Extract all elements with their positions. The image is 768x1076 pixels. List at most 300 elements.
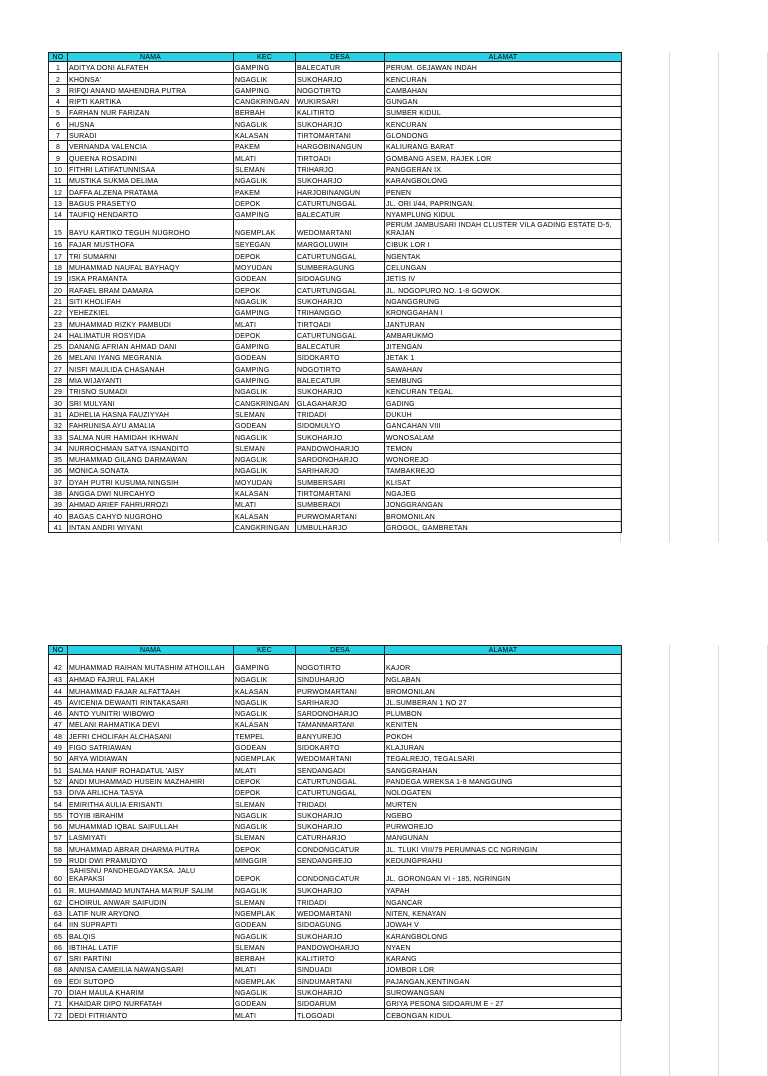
- cell-alamat: BROMONILAN: [385, 510, 622, 521]
- cell-desa: NOGOTIRTO: [296, 655, 385, 674]
- cell-alamat: GANCAHAN VIII: [385, 419, 622, 430]
- cell-kec: NGEMPLAK: [234, 907, 296, 918]
- cell-desa: TRIDADI: [296, 408, 385, 419]
- cell-kec: KALASAN: [234, 487, 296, 498]
- cell-nama: TOYIB IBRAHIM: [68, 809, 234, 820]
- table-row: [49, 453, 622, 464]
- cell-kec: GAMPING: [234, 208, 296, 219]
- cell-desa: PANDOWOHARJO: [296, 941, 385, 952]
- cell-no: 29: [49, 386, 68, 397]
- cell-desa: CATURTUNGGAL: [296, 329, 385, 340]
- table-row: [49, 832, 622, 843]
- cell-desa: CATURTUNGGAL: [296, 786, 385, 797]
- cell-no: 13: [49, 197, 68, 208]
- cell-no: 9: [49, 152, 68, 163]
- cell-no: 51: [49, 764, 68, 775]
- cell-desa: CATURTUNGGAL: [296, 250, 385, 261]
- header-row: [49, 646, 622, 655]
- cell-alamat: PAJANGAN,KENTINGAN: [385, 975, 622, 986]
- cell-kec: NGAGLIK: [234, 465, 296, 476]
- cell-no: 56: [49, 820, 68, 831]
- cell-kec: GODEAN: [234, 998, 296, 1009]
- cell-kec: MLATI: [234, 498, 296, 509]
- cell-nama: MUSTIKA SUKMA DELIMA: [68, 174, 234, 185]
- cell-desa: SUMBERAGUNG: [296, 261, 385, 272]
- cell-desa: CONDONGCATUR: [296, 843, 385, 854]
- table-row: [49, 730, 622, 741]
- cell-no: 12: [49, 186, 68, 197]
- header-alamat: ALAMAT: [385, 53, 622, 62]
- cell-nama: EMIRITHA AULIA ERISANTI: [68, 798, 234, 809]
- cell-no: 68: [49, 964, 68, 975]
- cell-nama: FIGO SATRIAWAN: [68, 741, 234, 752]
- cell-nama: BAYU KARTIKO TEGUH NUGROHO: [68, 220, 234, 239]
- cell-no: 31: [49, 408, 68, 419]
- cell-nama: AHMAD FAJRUL FALAKH: [68, 674, 234, 685]
- cell-kec: NGAGLIK: [234, 453, 296, 464]
- cell-alamat: KLISAT: [385, 476, 622, 487]
- table-row: [49, 854, 622, 865]
- cell-desa: KALITIRTO: [296, 107, 385, 118]
- cell-kec: NGAGLIK: [234, 707, 296, 718]
- cell-desa: SUMBERADI: [296, 498, 385, 509]
- cell-no: 59: [49, 854, 68, 865]
- cell-alamat: SUROWANGSAN: [385, 986, 622, 997]
- table-row: [49, 941, 622, 952]
- cell-no: 20: [49, 284, 68, 295]
- cell-kec: NGEMPLAK: [234, 975, 296, 986]
- cell-alamat: CIBUK LOR I: [385, 239, 622, 250]
- table-row: [49, 964, 622, 975]
- table-row: [49, 220, 622, 239]
- table-row: [49, 374, 622, 385]
- cell-no: 28: [49, 374, 68, 385]
- table-row: [49, 386, 622, 397]
- cell-alamat: PERUM JAMBUSARI INDAH CLUSTER VILA GADING ESTATE D-5, KRAJAN: [385, 220, 622, 239]
- cell-alamat: JITENGAN: [385, 340, 622, 351]
- cell-no: 47: [49, 719, 68, 730]
- cell-nama: FARHAN NUR FARIZAN: [68, 107, 234, 118]
- table-row: [49, 340, 622, 351]
- cell-kec: NGAGLIK: [234, 696, 296, 707]
- header-kec: KEC: [234, 53, 296, 62]
- table-row: [49, 141, 622, 152]
- cell-desa: TRIHANGGO: [296, 306, 385, 317]
- cell-nama: HUSNA: [68, 118, 234, 129]
- table-row: [49, 930, 622, 941]
- cell-desa: PURWOMARTANI: [296, 510, 385, 521]
- cell-alamat: PANDEGA WREKSA 1-8 MANGGUNG: [385, 775, 622, 786]
- cell-kec: PAKEM: [234, 141, 296, 152]
- cell-nama: KHAIDAR DIPO NURFATAH: [68, 998, 234, 1009]
- cell-desa: TAMANMARTANI: [296, 719, 385, 730]
- cell-kec: GAMPING: [234, 374, 296, 385]
- table-row: [49, 186, 622, 197]
- cell-nama: KHONSA': [68, 73, 234, 84]
- cell-alamat: NGLABAN: [385, 674, 622, 685]
- cell-no: 42: [49, 655, 68, 674]
- cell-no: 62: [49, 896, 68, 907]
- cell-kec: NGEMPLAK: [234, 753, 296, 764]
- table-row: [49, 487, 622, 498]
- cell-nama: AVICENIA DEWANTI RINTAKASARI: [68, 696, 234, 707]
- cell-desa: SUKOHARJO: [296, 986, 385, 997]
- cell-kec: DEPOK: [234, 866, 296, 885]
- cell-kec: NGAGLIK: [234, 930, 296, 941]
- cell-desa: PANDOWOHARJO: [296, 442, 385, 453]
- cell-desa: TRIHARJO: [296, 163, 385, 174]
- table-row: [49, 798, 622, 809]
- table-row: [49, 431, 622, 442]
- table-row: [49, 363, 622, 374]
- cell-kec: MLATI: [234, 764, 296, 775]
- cell-alamat: GADING: [385, 397, 622, 408]
- table-row: [49, 163, 622, 174]
- cell-desa: SIDOAGUNG: [296, 918, 385, 929]
- cell-desa: BALECATUR: [296, 340, 385, 351]
- cell-desa: HARGOBINANGUN: [296, 141, 385, 152]
- cell-no: 66: [49, 941, 68, 952]
- cell-alamat: KAJOR: [385, 655, 622, 674]
- cell-desa: BALECATUR: [296, 62, 385, 73]
- table-row: [49, 907, 622, 918]
- cell-no: 14: [49, 208, 68, 219]
- cell-no: 72: [49, 1009, 68, 1020]
- cell-nama: MELANI IYANG MEGRANIA: [68, 352, 234, 363]
- cell-alamat: TEMON: [385, 442, 622, 453]
- cell-kec: NGAGLIK: [234, 295, 296, 306]
- cell-alamat: PURWOREJO: [385, 820, 622, 831]
- table-row: [49, 885, 622, 896]
- cell-no: 38: [49, 487, 68, 498]
- cell-nama: MUHAMMAD NAUFAL BAYHAQY: [68, 261, 234, 272]
- cell-desa: MARGOLUWIH: [296, 239, 385, 250]
- cell-desa: CATURHARJO: [296, 832, 385, 843]
- cell-alamat: KEDUNGPRAHU: [385, 854, 622, 865]
- table-row: [49, 786, 622, 797]
- cell-alamat: KRONGGAHAN I: [385, 306, 622, 317]
- cell-alamat: NGAJEG: [385, 487, 622, 498]
- cell-kec: CANGKRINGAN: [234, 521, 296, 532]
- cell-nama: SRI MULYANI: [68, 397, 234, 408]
- table-row: [49, 498, 622, 509]
- cell-kec: DEPOK: [234, 250, 296, 261]
- cell-alamat: JANTURAN: [385, 318, 622, 329]
- header-nama: NAMA: [68, 53, 234, 62]
- table-row: [49, 975, 622, 986]
- cell-no: 61: [49, 885, 68, 896]
- table-row: [49, 476, 622, 487]
- cell-alamat: AMBARUKMO: [385, 329, 622, 340]
- cell-no: 52: [49, 775, 68, 786]
- table-row: [49, 118, 622, 129]
- cell-kec: TEMPEL: [234, 730, 296, 741]
- cell-nama: DAFFA ALZENA PRATAMA: [68, 186, 234, 197]
- header-alamat: ALAMAT: [385, 646, 622, 655]
- cell-no: 33: [49, 431, 68, 442]
- cell-nama: RIPTI KARTIKA: [68, 95, 234, 106]
- cell-no: 57: [49, 832, 68, 843]
- cell-desa: TIRTOMARTANI: [296, 129, 385, 140]
- cell-alamat: JETAK 1: [385, 352, 622, 363]
- cell-desa: SIDOMULYO: [296, 419, 385, 430]
- cell-nama: DANANG AFRIAN AHMAD DANI: [68, 340, 234, 351]
- table-row: [49, 775, 622, 786]
- header-kec: KEC: [234, 646, 296, 655]
- cell-nama: RAFAEL BRAM DAMARA: [68, 284, 234, 295]
- cell-nama: QUEENA ROSADINI: [68, 152, 234, 163]
- table-row: [49, 521, 622, 532]
- cell-desa: BALECATUR: [296, 374, 385, 385]
- header-nama: NAMA: [68, 646, 234, 655]
- table-row: [49, 986, 622, 997]
- cell-alamat: BROMONILAN: [385, 685, 622, 696]
- table-row: [49, 352, 622, 363]
- cell-nama: ISKA PRAMANTA: [68, 273, 234, 284]
- cell-nama: INTAN ANDRI WIYANI: [68, 521, 234, 532]
- cell-nama: MELANI RAHMATIKA DEVI: [68, 719, 234, 730]
- cell-alamat: SAWAHAN: [385, 363, 622, 374]
- cell-kec: GAMPING: [234, 363, 296, 374]
- cell-nama: FAHRUNISA AYU AMALIA: [68, 419, 234, 430]
- cell-nama: NURROCHMAN SATYA ISNANDITO: [68, 442, 234, 453]
- cell-desa: SENDANGADI: [296, 764, 385, 775]
- cell-desa: SIDOKARTO: [296, 741, 385, 752]
- cell-no: 16: [49, 239, 68, 250]
- cell-no: 50: [49, 753, 68, 764]
- cell-kec: DEPOK: [234, 843, 296, 854]
- cell-no: 1: [49, 62, 68, 73]
- cell-nama: ANNISA CAMEILIA NAWANGSARI: [68, 964, 234, 975]
- cell-alamat: GRIYA PESONA SIDOARUM E - 27: [385, 998, 622, 1009]
- cell-no: 4: [49, 95, 68, 106]
- cell-desa: NOGOTIRTO: [296, 363, 385, 374]
- cell-no: 53: [49, 786, 68, 797]
- cell-alamat: NITEN, KENAYAN: [385, 907, 622, 918]
- cell-no: 15: [49, 220, 68, 239]
- cell-no: 67: [49, 952, 68, 963]
- table-row: [49, 295, 622, 306]
- cell-nama: SALMA HANIF ROHADATUL 'AISY: [68, 764, 234, 775]
- cell-desa: CATURTUNGGAL: [296, 284, 385, 295]
- table-row: [49, 284, 622, 295]
- cell-nama: YEHEZKIEL: [68, 306, 234, 317]
- table-row: [49, 306, 622, 317]
- cell-kec: MLATI: [234, 152, 296, 163]
- header-no: NO: [49, 646, 68, 655]
- cell-nama: MUHAMMAD RAIHAN MUTASHIM ATHOILLAH: [68, 655, 234, 674]
- cell-kec: NGAGLIK: [234, 820, 296, 831]
- cell-nama: MUHAMMAD RIZKY PAMBUDI: [68, 318, 234, 329]
- cell-nama: ADITYA DONI ALFATEH: [68, 62, 234, 73]
- cell-no: 3: [49, 84, 68, 95]
- table-row: [49, 250, 622, 261]
- cell-no: 37: [49, 476, 68, 487]
- cell-kec: NGAGLIK: [234, 174, 296, 185]
- cell-nama: TRI SUMARNI: [68, 250, 234, 261]
- cell-nama: CHOIRUL ANWAR SAIFUDIN: [68, 896, 234, 907]
- cell-alamat: MANGUNAN: [385, 832, 622, 843]
- table-row: [49, 753, 622, 764]
- table-row: [49, 84, 622, 95]
- table-row: [49, 174, 622, 185]
- table-row: [49, 329, 622, 340]
- cell-kec: NGAGLIK: [234, 118, 296, 129]
- table-row: [49, 129, 622, 140]
- cell-alamat: SUMBER KIDUL: [385, 107, 622, 118]
- cell-no: 36: [49, 465, 68, 476]
- cell-alamat: NYAMPLUNG KIDUL: [385, 208, 622, 219]
- cell-no: 32: [49, 419, 68, 430]
- cell-no: 69: [49, 975, 68, 986]
- cell-no: 41: [49, 521, 68, 532]
- cell-alamat: KENITEN: [385, 719, 622, 730]
- cell-desa: WUKIRSARI: [296, 95, 385, 106]
- cell-no: 24: [49, 329, 68, 340]
- header-row: [49, 53, 622, 62]
- cell-kec: SLEMAN: [234, 798, 296, 809]
- cell-alamat: JETIS IV: [385, 273, 622, 284]
- cell-kec: GAMPING: [234, 84, 296, 95]
- table-row: [49, 73, 622, 84]
- cell-nama: DYAH PUTRI KUSUMA NINGSIH: [68, 476, 234, 487]
- cell-nama: JEFRI CHOLIFAH ALCHASANI: [68, 730, 234, 741]
- cell-desa: SARIHARJO: [296, 465, 385, 476]
- cell-kec: KALASAN: [234, 510, 296, 521]
- cell-no: 64: [49, 918, 68, 929]
- cell-no: 23: [49, 318, 68, 329]
- cell-nama: ANGGA DWI NURCAHYO: [68, 487, 234, 498]
- table-row: [49, 674, 622, 685]
- header-no: NO: [49, 53, 68, 62]
- cell-alamat: GROGOL, GAMBRETAN: [385, 521, 622, 532]
- cell-alamat: NGANCAR: [385, 896, 622, 907]
- cell-nama: EDI SUTOPO: [68, 975, 234, 986]
- cell-kec: SLEMAN: [234, 896, 296, 907]
- cell-alamat: TAMBAKREJO: [385, 465, 622, 476]
- cell-alamat: KENCURAN: [385, 118, 622, 129]
- table-row: [49, 655, 622, 674]
- table-row: [49, 918, 622, 929]
- cell-kec: NGAGLIK: [234, 986, 296, 997]
- cell-desa: TRIDADI: [296, 896, 385, 907]
- cell-alamat: PERUM. GEJAWAN INDAH: [385, 62, 622, 73]
- cell-nama: TAUFIQ HENDARTO: [68, 208, 234, 219]
- cell-alamat: KARANG: [385, 952, 622, 963]
- cell-nama: MUHAMMAD ABRAR DHARMA PUTRA: [68, 843, 234, 854]
- table-row: [49, 696, 622, 707]
- table-row: [49, 896, 622, 907]
- cell-alamat: SEMBUNG: [385, 374, 622, 385]
- header-desa: DESA: [296, 53, 385, 62]
- table-row: [49, 261, 622, 272]
- cell-kec: DEPOK: [234, 197, 296, 208]
- table-row: [49, 952, 622, 963]
- cell-alamat: KENCURAN TEGAL: [385, 386, 622, 397]
- cell-alamat: POKOH: [385, 730, 622, 741]
- table-row: [49, 419, 622, 430]
- cell-kec: CANGKRINGAN: [234, 397, 296, 408]
- cell-alamat: PANGGERAN IX: [385, 163, 622, 174]
- cell-nama: IBTIHAL LATIF: [68, 941, 234, 952]
- cell-kec: NGAGLIK: [234, 885, 296, 896]
- cell-alamat: PENEN: [385, 186, 622, 197]
- cell-kec: GODEAN: [234, 918, 296, 929]
- table-row: [49, 273, 622, 284]
- cell-desa: SUKOHARJO: [296, 820, 385, 831]
- cell-no: 26: [49, 352, 68, 363]
- cell-kec: NGAGLIK: [234, 431, 296, 442]
- cell-kec: CANGKRINGAN: [234, 95, 296, 106]
- cell-nama: ANDI MUHAMMAD HUSEIN MAZHAHIRI: [68, 775, 234, 786]
- table-row: [49, 152, 622, 163]
- cell-no: 6: [49, 118, 68, 129]
- cell-no: 46: [49, 707, 68, 718]
- table-row: [49, 62, 622, 73]
- cell-desa: CONDONGCATUR: [296, 866, 385, 885]
- table-row: [49, 764, 622, 775]
- cell-alamat: KALIURANG BARAT: [385, 141, 622, 152]
- cell-nama: BAGAS CAHYO NUGROHO: [68, 510, 234, 521]
- cell-nama: MUHAMMAD GILANG DARMAWAN: [68, 453, 234, 464]
- cell-no: 18: [49, 261, 68, 272]
- cell-desa: UMBULHARJO: [296, 521, 385, 532]
- cell-no: 8: [49, 141, 68, 152]
- cell-desa: SUKOHARJO: [296, 885, 385, 896]
- cell-kec: SLEMAN: [234, 941, 296, 952]
- cell-alamat: NGANGGRUNG: [385, 295, 622, 306]
- cell-alamat: PLUMBON: [385, 707, 622, 718]
- table-row: [49, 197, 622, 208]
- cell-kec: KALASAN: [234, 129, 296, 140]
- cell-no: 44: [49, 685, 68, 696]
- cell-kec: PAKEM: [234, 186, 296, 197]
- cell-kec: DEPOK: [234, 775, 296, 786]
- cell-kec: DEPOK: [234, 329, 296, 340]
- cell-nama: TRISNO SUMADI: [68, 386, 234, 397]
- cell-nama: LASMIYATI: [68, 832, 234, 843]
- cell-nama: RIFQI ANAND MAHENDRA PUTRA: [68, 84, 234, 95]
- cell-kec: GODEAN: [234, 741, 296, 752]
- cell-alamat: GOMBANG ASEM, RAJEK LOR: [385, 152, 622, 163]
- cell-alamat: CEBONGAN KIDUL: [385, 1009, 622, 1020]
- cell-desa: TRIDADI: [296, 798, 385, 809]
- cell-alamat: JONGGRANGAN: [385, 498, 622, 509]
- cell-kec: DEPOK: [234, 284, 296, 295]
- table-row: [49, 239, 622, 250]
- cell-kec: BERBAH: [234, 952, 296, 963]
- cell-no: 19: [49, 273, 68, 284]
- cell-kec: MLATI: [234, 318, 296, 329]
- cell-desa: SINDUADI: [296, 964, 385, 975]
- cell-desa: SUKOHARJO: [296, 118, 385, 129]
- cell-alamat: KARANGBOLONG: [385, 930, 622, 941]
- cell-desa: SIDOARUM: [296, 998, 385, 1009]
- cell-desa: SINDUMARTANI: [296, 975, 385, 986]
- cell-desa: SUMBERSARI: [296, 476, 385, 487]
- cell-nama: ARYA WIDIAWAN: [68, 753, 234, 764]
- cell-nama: DEDI FITRIANTO: [68, 1009, 234, 1020]
- cell-alamat: KLAJURAN: [385, 741, 622, 752]
- cell-desa: TIRTOADI: [296, 318, 385, 329]
- cell-no: 43: [49, 674, 68, 685]
- cell-alamat: JL.SUMBERAN 1 NO 27: [385, 696, 622, 707]
- cell-alamat: JL. TLUKI VIII/79 PERUMNAS CC NGRINGIN: [385, 843, 622, 854]
- cell-kec: SLEMAN: [234, 163, 296, 174]
- cell-alamat: WONOSALAM: [385, 431, 622, 442]
- table-row: [49, 998, 622, 1009]
- cell-desa: SENDANGREJO: [296, 854, 385, 865]
